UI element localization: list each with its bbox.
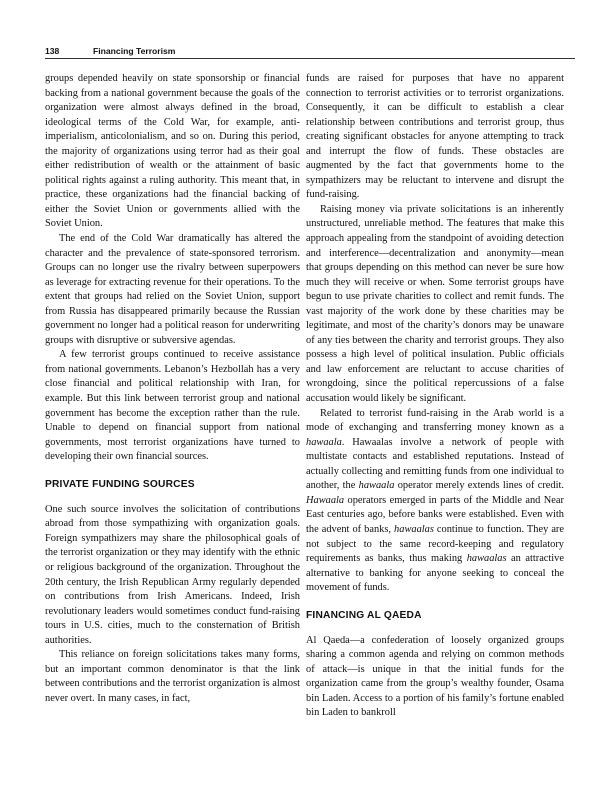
paragraph: A few terrorist groups continued to receive assistance from national governments. Lebanon’s Hezbollah has a very close financial and political relationship with Iran, for example. But this link between terrorist group and national government has become the exception rather than the rule. Unable to depend on financial support from national governments, most terrorist organizations have turned to developing their own financial sources.	[45, 349, 300, 463]
section-heading: FINANCING AL QAEDA	[306, 609, 422, 621]
paragraph: The end of the Cold War dramatically has altered the character and the prevalence of state-sponsored terrorism. Groups can no longer use the rivalry between superpowers as leverage for extracting revenue for their operations. To the extent that groups had relied on the Soviet Union, support from Russia has disappeared primarily because the Russian government no longer had a political reason for underwriting groups with disruptive or subversive agendas.	[45, 233, 300, 346]
paragraph: funds are raised for purposes that have no apparent connection to terrorist activities or to terrorist organizations. Consequently, it can be difficult to establish a clear relationship between contributions and terrorist group, thus creating significant obstacles for anyone attempting to track and interrupt the flow of funds. These obstacles are augmented by the fact that governments home to the sympathizers may be reluctant to intervene and disrupt the fund-raising.	[306, 73, 564, 201]
term-hawaala: Hawaala	[306, 494, 345, 506]
paragraph: This reliance on foreign solicitations takes many forms, but an important common denominator is that the link between contributions and the terrorist organization is almost never overt. In many cases, in fact,	[45, 649, 300, 704]
paragraph: Raising money via private solicitations is an inherently unstructured, unreliable method. The features that make this approach appealing from the standpoint of avoiding detection and interference—decentralization and anonymity—mean that groups depending on this method can never be sure how much they will receive or when. Some terrorist groups have begun to use private charities to collect and remit funds. The vast majority of the work done by these charities may be legitimate, and most of the charity’s donors may be unaware of any ties between the charity and terrorist groups. They also possess a high level of political insulation. Public officials and law enforcement are reluctant to accuse charities of wrongdoing, since the political repercussions of a false accusation would likely be significant.	[306, 203, 564, 405]
page-number: 138	[45, 46, 60, 56]
section-heading: PRIVATE FUNDING SOURCES	[45, 478, 195, 490]
term-hawaalas: hawaalas	[466, 553, 507, 565]
paragraph: Al Qaeda—a confederation of loosely organized groups sharing a common agenda and relying on common methods of attack—is unique in that the initial funds for the organization came from the group’s wealthy founder, Osama bin Laden. Access to a portion of his family’s fortune enabled bin Laden to bankroll	[306, 634, 564, 719]
text-run: continue to function. They are not subject to the same record-keeping and regulatory requirements as banks, thus making	[306, 523, 565, 565]
text-run: an attractive alternative to banking for anyone seeking to conceal the movement of funds.	[306, 553, 564, 594]
paragraph	[306, 407, 564, 596]
term-hawaala: hawaala	[358, 480, 395, 492]
text-run: . Hawaalas involve a network of people with multistate contacts and established reputations. Instead of actually collecting and remitting funds from one individual to another, the	[306, 436, 564, 492]
text-run: operators emerged in parts of the Middle and Near East centuries ago, before banks were established. Even with the advent of banks,	[306, 494, 564, 535]
term-hawaala: hawaala	[306, 436, 342, 448]
paragraph: One such source involves the solicitation of contributions abroad from those sympathizing with organization goals. Foreign sympathizers may share the philosophical goals of the terrorist organization or they may identify with the ethnic or religious background of the organization. Throughout the 20th century, the Irish Republican Army regularly depended on contributions from Irish Americans. Indeed, Irish revolutionary leaders would sometimes conduct fund-raising tours in U.S. cities, much to the consternation of British authorities.	[45, 503, 300, 646]
right-column	[306, 72, 564, 721]
paragraph: groups depended heavily on state sponsorship or financial backing from a national government because the goals of the organization were almost always defined in the broad, ideological terms of the Cold War, for example, anti-imperialism, anticolonialism, and so on. During this period, the majority of organizations using terror had as their goal either redistribution of wealth or the attainment of basic political rights against a ruling authority. This meant that, in practice, these organizations had the financial backing of either the Soviet Union or governments allied with the Soviet Union.	[45, 73, 300, 230]
text-run: operator merely extends lines of credit.	[394, 480, 564, 492]
text-run: Related to terrorist fund-raising in the Arab world is a mode of exchanging and transferring money known as a	[306, 407, 564, 434]
header-rule	[45, 58, 575, 59]
left-column	[45, 72, 300, 706]
term-hawaalas: hawaalas	[394, 523, 434, 535]
running-title: Financing Terrorism	[93, 46, 176, 56]
